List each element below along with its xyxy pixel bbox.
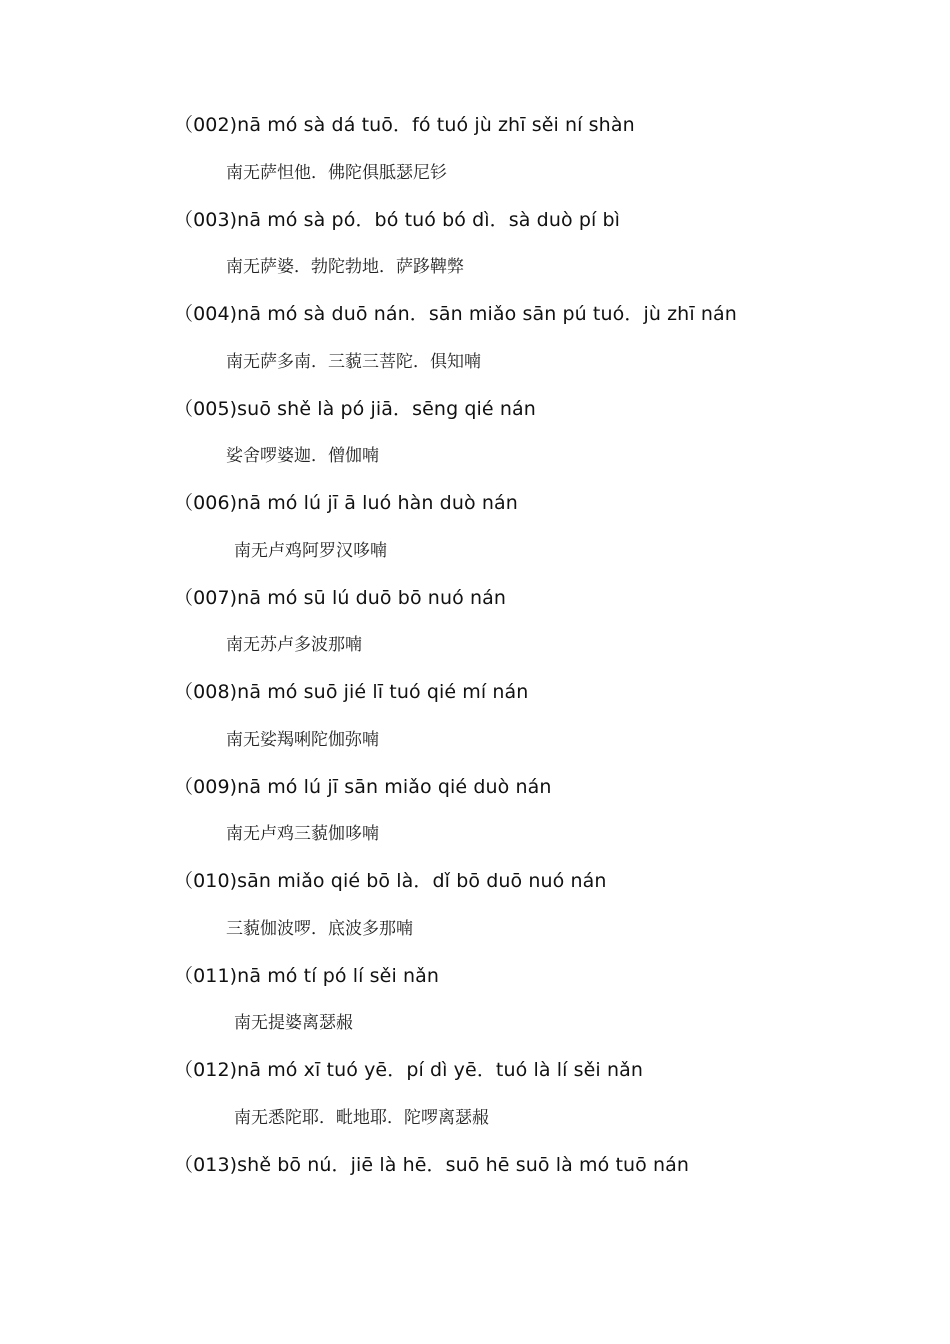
chinese-line: 南无提婆离瑟赧 <box>234 1013 353 1033</box>
chinese-line: 南无卢鸡三藐伽哆喃 <box>226 824 379 844</box>
pinyin-line: （004)nā mó sà duō nán．sān miǎo sān pú tuó．jù zhī nán <box>174 303 737 325</box>
pinyin-line: （002)nā mó sà dá tuō．fó tuó jù zhī sěi ní shàn <box>174 114 635 136</box>
pinyin-line: （007)nā mó sū lú duō bō nuó nán <box>174 587 506 609</box>
pinyin-line: （008)nā mó suō jié lī tuó qié mí nán <box>174 681 529 703</box>
chinese-line: 娑舍啰婆迦．僧伽喃 <box>226 446 379 466</box>
pinyin-line: （012)nā mó xī tuó yē．pí dì yē．tuó là lí sěi nǎn <box>174 1059 643 1081</box>
pinyin-line: （006)nā mó lú jī ā luó hàn duò nán <box>174 492 518 514</box>
chinese-line: 南无苏卢多波那喃 <box>226 635 362 655</box>
chinese-line: 南无萨婆．勃陀勃地．萨跢鞞弊 <box>226 257 464 277</box>
chinese-line: 南无萨怛他．佛陀俱胝瑟尼钐 <box>226 163 447 183</box>
chinese-line: 南无卢鸡阿罗汉哆喃 <box>234 541 387 561</box>
pinyin-line: （010)sān miǎo qié bō là．dǐ bō duō nuó nán <box>174 870 607 892</box>
pinyin-line: （005)suō shě là pó jiā．sēng qié nán <box>174 398 536 420</box>
pinyin-line: （003)nā mó sà pó．bó tuó bó dì．sà duò pí bì <box>174 209 621 231</box>
chinese-line: 三藐伽波啰．底波多那喃 <box>226 919 413 939</box>
chinese-line: 南无娑羯唎陀伽弥喃 <box>226 730 379 750</box>
pinyin-line: （011)nā mó tí pó lí sěi nǎn <box>174 965 439 987</box>
pinyin-line: （009)nā mó lú jī sān miǎo qié duò nán <box>174 776 552 798</box>
chinese-line: 南无萨多南．三藐三菩陀．俱知喃 <box>226 352 481 372</box>
chinese-line: 南无悉陀耶．毗地耶．陀啰离瑟赧 <box>234 1108 489 1128</box>
pinyin-line: （013)shě bō nú．jiē là hē．suō hē suō là mó tuō nán <box>174 1154 690 1176</box>
